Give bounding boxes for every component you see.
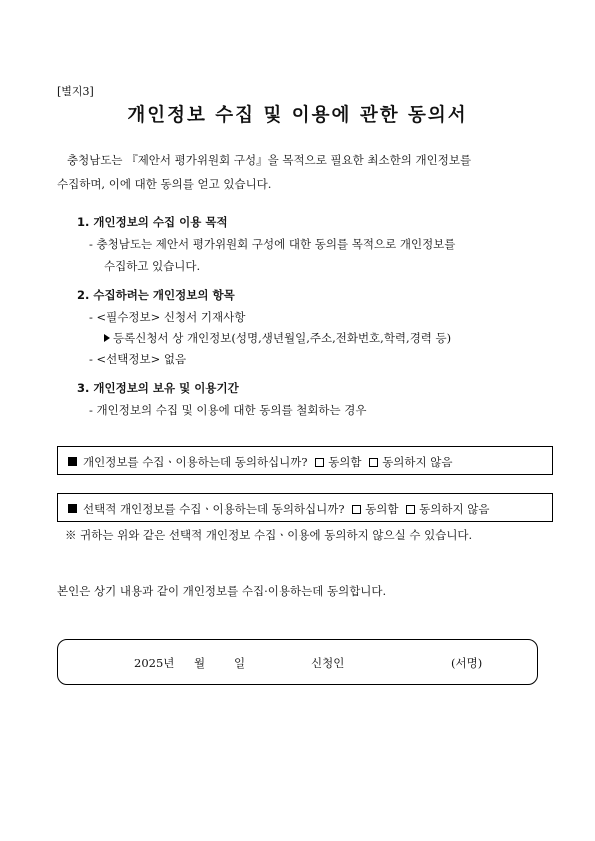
section-2-line-3: - <선택정보> 없음 xyxy=(89,352,187,366)
intro-paragraph xyxy=(57,148,545,196)
intro-line-1: 충청남도는 『제안서 평가위원회 구성』을 목적으로 필요한 최소한의 개인정보를 xyxy=(67,153,472,167)
section-3-line-1: - 개인정보의 수집 및 이용에 대한 동의를 철회하는 경우 xyxy=(89,403,367,417)
disagree-label-optional: 동의하지 않음 xyxy=(419,502,490,516)
agree-label-required: 동의함 xyxy=(328,455,362,469)
agree-label-optional: 동의함 xyxy=(365,502,399,516)
signature-field[interactable]: (서명) xyxy=(451,656,483,670)
optional-note: ※ 귀하는 위와 같은 선택적 개인정보 수집ㆍ이용에 동의하지 않으실 수 있습니다. xyxy=(65,528,473,542)
consent-question-required: 개인정보를 수집ㆍ이용하는데 동의하십니까? xyxy=(83,455,308,469)
consent-box-required xyxy=(57,446,553,475)
sign-year: 2025년 xyxy=(134,656,175,670)
section-2-line-2 xyxy=(104,330,451,346)
section-1-line-1: - 충청남도는 제안서 평가위원회 구성에 대한 동의를 목적으로 개인정보를 xyxy=(89,237,456,251)
section-1-line-2: 수집하고 있습니다. xyxy=(104,259,201,273)
disagree-checkbox-optional[interactable] xyxy=(406,505,415,514)
sign-month: 월 xyxy=(194,656,206,670)
section-2-title: 2. 수집하려는 개인정보의 항목 xyxy=(77,288,235,302)
agree-checkbox-required[interactable] xyxy=(315,458,324,467)
section-2-line-1: - <필수정보> 신청서 기재사항 xyxy=(89,310,246,324)
consent-question-optional: 선택적 개인정보를 수집ㆍ이용하는데 동의하십니까? xyxy=(83,502,345,516)
consent-row-optional xyxy=(68,501,489,517)
section-2-line-2-text: 등록신청서 상 개인정보(성명,생년월일,주소,전화번호,학력,경력 등) xyxy=(113,331,452,345)
section-1-title: 1. 개인정보의 수집 이용 목적 xyxy=(77,215,228,229)
triangle-bullet-icon xyxy=(104,334,110,342)
applicant-label: 신청인 xyxy=(311,656,345,670)
intro-line-2: 수집하며, 이에 대한 동의를 얻고 있습니다. xyxy=(57,177,272,191)
sign-day: 일 xyxy=(234,656,246,670)
closing-statement: 본인은 상기 내용과 같이 개인정보를 수집·이용하는데 동의합니다. xyxy=(57,584,387,598)
disagree-checkbox-required[interactable] xyxy=(369,458,378,467)
consent-row-required xyxy=(68,454,453,470)
attachment-label: [별지3] xyxy=(57,85,94,98)
consent-box-optional xyxy=(57,493,553,522)
section-3-title: 3. 개인정보의 보유 및 이용기간 xyxy=(77,381,239,395)
document-title: 개인정보 수집 및 이용에 관한 동의서 xyxy=(127,105,468,126)
disagree-label-required: 동의하지 않음 xyxy=(382,455,453,469)
signature-box xyxy=(57,639,538,685)
agree-checkbox-optional[interactable] xyxy=(352,505,361,514)
black-square-icon xyxy=(68,457,77,466)
black-square-icon xyxy=(68,504,77,513)
